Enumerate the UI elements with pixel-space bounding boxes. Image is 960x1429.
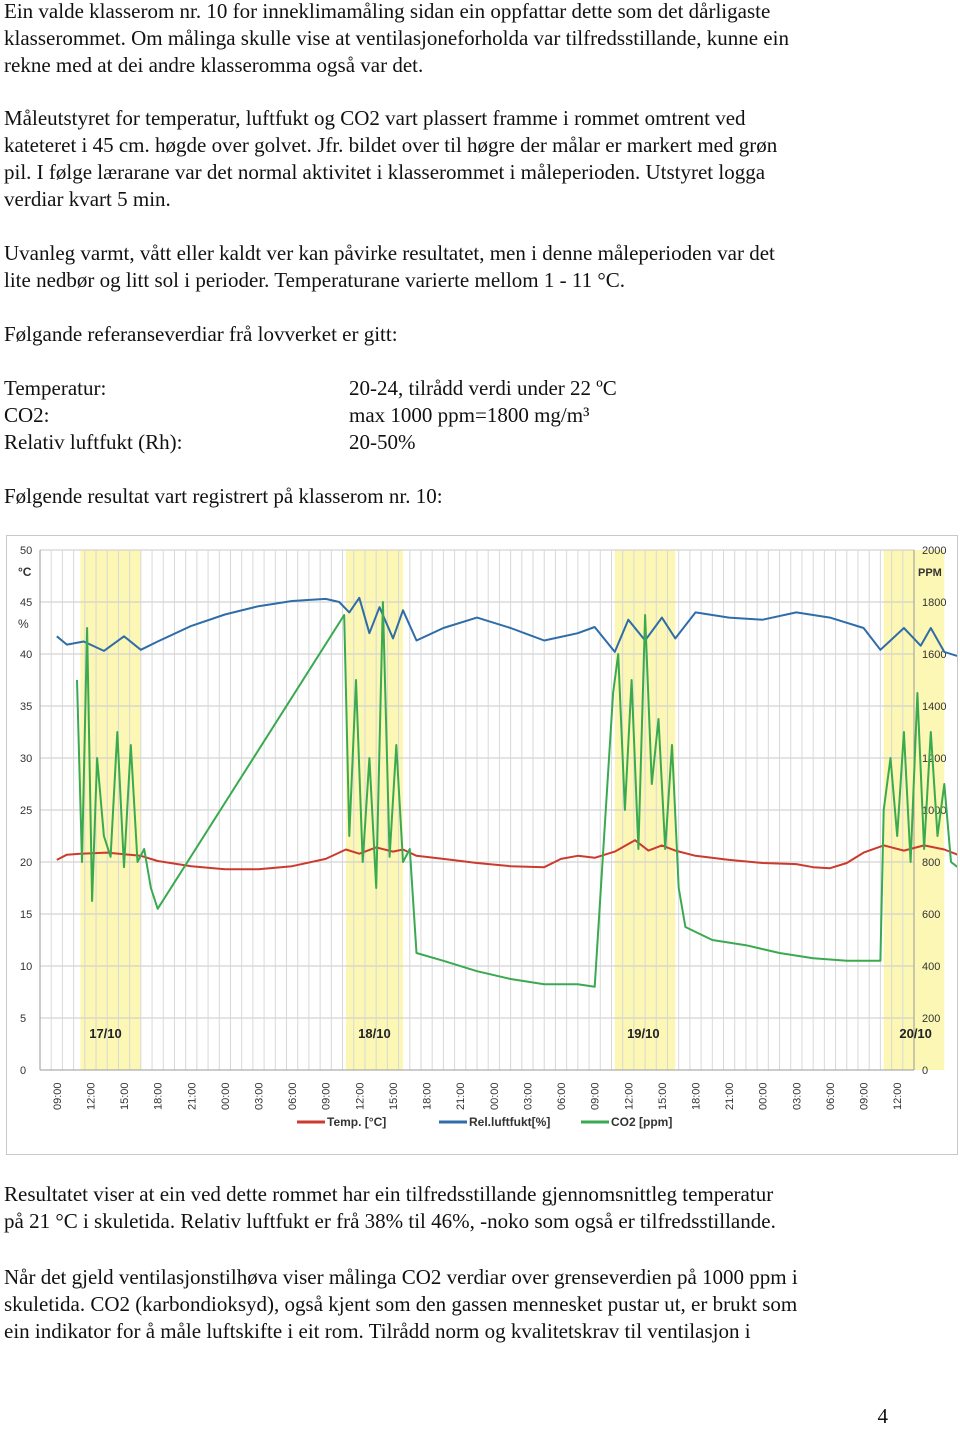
x-tick-label: 00:00 [757, 1082, 770, 1110]
x-tick-label: 06:00 [556, 1082, 569, 1110]
y-tick-label-left: 40 [20, 649, 33, 661]
placement-paragraph [4, 105, 904, 213]
intro-line: klasserommet. Om målinga skulle vise at ventilasjoneforholda var tilfredsstillande, kunne ein [4, 26, 789, 50]
x-tick-label: 09:00 [51, 1082, 64, 1110]
placement-line: Måleutstyret for temperatur, luftfukt og CO2 vart plassert framme i rommet omtrent ved [4, 106, 746, 130]
day-label: 17/10 [89, 1026, 122, 1041]
x-tick-label: 03:00 [791, 1082, 804, 1110]
reference-label: Temperatur: [4, 376, 107, 400]
y-tick-label-left: 45 [20, 597, 33, 609]
co2-series-line [77, 602, 957, 987]
legend-label: Temp. [°C] [327, 1115, 387, 1129]
y-tick-label-left: 25 [20, 805, 33, 817]
y-tick-label-left: 10 [20, 961, 33, 973]
unit-label-ppm: PPM [918, 567, 942, 579]
result-paragraph [4, 1181, 904, 1235]
x-tick-label: 09:00 [858, 1082, 871, 1110]
y-tick-label-right: 1400 [922, 701, 947, 713]
results-heading-text: Følgende resultat vart registrert på klasserom nr. 10: [4, 484, 443, 508]
chart-svg [7, 536, 957, 1154]
y-tick-label-right: 2000 [922, 545, 947, 557]
reference-value: 20-50% [349, 430, 416, 454]
x-tick-label: 21:00 [455, 1082, 468, 1110]
results-heading [4, 483, 904, 510]
legend-label: Rel.luftfukt[%] [469, 1115, 551, 1129]
humidity-series-line [57, 598, 957, 656]
y-tick-label-left: 15 [20, 909, 33, 921]
x-tick-label: 03:00 [522, 1082, 535, 1110]
x-tick-label: 00:00 [219, 1082, 232, 1110]
x-tick-label: 12:00 [892, 1082, 905, 1110]
weather-line: Uvanleg varmt, vått eller kaldt ver kan påvirke resultatet, men i denne måleperioden var det [4, 241, 775, 265]
reference-label: CO2: [4, 403, 50, 427]
x-tick-label: 15:00 [387, 1082, 400, 1110]
intro-line: Ein valde klasserom nr. 10 for inneklimamåling sidan ein oppfattar dette som det dårligaste [4, 0, 771, 23]
result-line: Resultatet viser at ein ved dette rommet har ein tilfredsstillande gjennomsnittleg temperatur [4, 1182, 774, 1206]
y-tick-label-right: 0 [922, 1065, 929, 1077]
day-label: 20/10 [899, 1026, 932, 1041]
x-tick-label: 06:00 [824, 1082, 837, 1110]
x-tick-label: 12:00 [623, 1082, 636, 1110]
x-tick-label: 03:00 [253, 1082, 266, 1110]
intro-paragraph [4, 0, 904, 79]
placement-line: verdiar kvart 5 min. [4, 187, 171, 211]
reference-value: 20-24, tilrådd verdi under 22 ºC [349, 376, 617, 400]
y-tick-label-right: 200 [922, 1013, 941, 1025]
placement-line: pil. I følge lærarane var det normal aktivitet i klasserommet i måleperioden. Utstyret logga [4, 160, 766, 184]
reference-heading-text: Følgande referanseverdiar frå lovverket er gitt: [4, 322, 398, 346]
x-tick-label: 21:00 [186, 1082, 199, 1110]
x-tick-label: 00:00 [488, 1082, 501, 1110]
y-tick-label-right: 400 [922, 961, 941, 973]
day-label: 19/10 [627, 1026, 660, 1041]
placement-line: kateteret i 45 cm. høgde over golvet. Jfr. bildet over til høgre der målar er markert med grøn [4, 133, 778, 157]
co2-line: Når det gjeld ventilasjonstilhøva viser målinga CO2 verdiar over grenseverdien på 1000 ppm i [4, 1265, 798, 1289]
x-tick-label: 09:00 [320, 1082, 333, 1110]
day-label: 18/10 [358, 1026, 391, 1041]
unit-label-celsius: °C [18, 565, 32, 579]
y-tick-label-left: 0 [20, 1065, 27, 1077]
y-tick-label-right: 1800 [922, 597, 947, 609]
weather-line: lite nedbør og litt sol i perioder. Temperaturane varierte mellom 1 - 11 °C. [4, 268, 626, 292]
reference-heading [4, 321, 904, 348]
y-tick-label-left: 35 [20, 701, 33, 713]
x-tick-label: 18:00 [690, 1082, 703, 1110]
unit-label-percent: % [18, 617, 29, 631]
x-tick-label: 12:00 [354, 1082, 367, 1110]
x-tick-label: 06:00 [287, 1082, 300, 1110]
y-tick-label-right: 800 [922, 857, 941, 869]
legend-label: CO2 [ppm] [611, 1115, 673, 1129]
y-tick-label-left: 30 [20, 753, 33, 765]
y-tick-label-right: 1200 [922, 753, 947, 765]
result-line: på 21 °C i skuletida. Relativ luftfukt er frå 38% til 46%, -noko som også er tilfredsstillande. [4, 1209, 776, 1233]
intro-line: rekne med at dei andre klasseromma også var det. [4, 53, 424, 77]
co2-line: ein indikator for å måle luftskifte i eit rom. Tilrådd norm og kvalitetskrav til ventilasjon i [4, 1319, 751, 1343]
reference-label: Relativ luftfukt (Rh): [4, 430, 183, 454]
x-tick-label: 15:00 [119, 1082, 132, 1110]
y-tick-label-right: 600 [922, 909, 941, 921]
y-tick-label-left: 50 [20, 545, 33, 557]
page-number: 4 [877, 1404, 888, 1428]
y-tick-label-left: 20 [20, 857, 33, 869]
co2-line: skuletida. CO2 (karbondioksyd), også kjent som den gassen mennesket pustar ut, er brukt som [4, 1292, 798, 1316]
x-tick-label: 12:00 [85, 1082, 98, 1110]
x-tick-label: 15:00 [656, 1082, 669, 1110]
x-tick-label: 21:00 [724, 1082, 737, 1110]
y-tick-label-left: 5 [20, 1013, 27, 1025]
x-tick-label: 18:00 [152, 1082, 165, 1110]
y-tick-label-right: 1600 [922, 649, 947, 661]
measurement-chart [6, 535, 958, 1155]
y-tick-label-right: 1000 [922, 805, 947, 817]
reference-value: max 1000 ppm=1800 mg/m³ [349, 403, 590, 427]
co2-paragraph [4, 1264, 904, 1345]
x-tick-label: 09:00 [589, 1082, 602, 1110]
weather-paragraph [4, 240, 904, 294]
x-tick-label: 18:00 [421, 1082, 434, 1110]
